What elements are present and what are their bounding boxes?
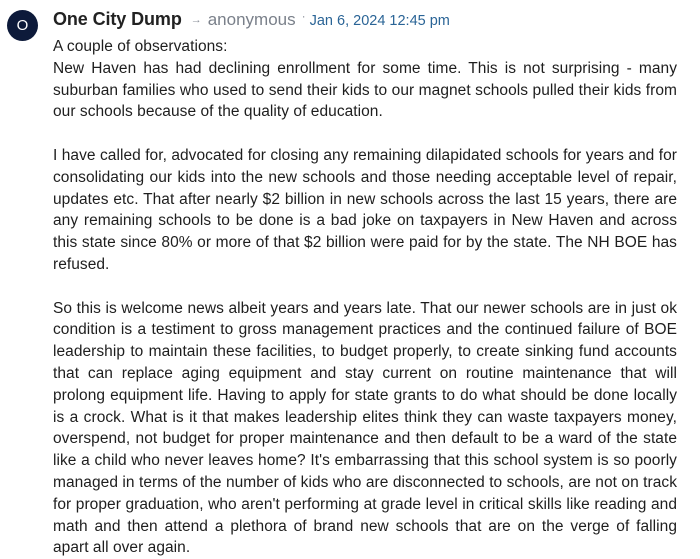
comment-body bbox=[53, 36, 677, 559]
arrow-right-icon: → bbox=[190, 14, 202, 26]
author-name[interactable]: One City Dump bbox=[53, 9, 182, 29]
avatar[interactable] bbox=[7, 10, 38, 41]
comment-header bbox=[53, 9, 450, 33]
comment-timestamp-link[interactable]: Jan 6, 2024 12:45 pm bbox=[309, 13, 450, 29]
comment-paragraph: New Haven has had declining enrollment for some time. This is not surprising - many suburban families who used to send their kids to our magnet schools pulled their kids from our schools because of the quality of education. bbox=[53, 59, 677, 121]
separator-dot: · bbox=[301, 9, 306, 23]
comment-paragraph: I have called for, advocated for closing any remaining dilapidated schools for years and for consolidating our kids into the new schools and those needing acceptable level of repair, updates etc. That after nearly $2 billion in new schools across the last 15 years, there are any remaining schools to be done is a bad joke on taxpayers in New Haven and across this state since 80% or more of that $2 billion were paid for by the state. The NH BOE has refused. bbox=[53, 146, 677, 273]
reply-to-name[interactable]: anonymous bbox=[207, 10, 296, 29]
avatar-letter: O bbox=[16, 17, 29, 34]
comment-paragraph-intro: A couple of observations: bbox=[53, 38, 228, 55]
comment-paragraph: So this is welcome news albeit years and years late. That our newer schools are in just ok condition is a testiment to gross management practices and the continued failure of BOE leadership to maintain these facilities, to budget properly, to create sinking fund accounts that can replace aging equipment and stay current on routine maintenance that will prolong equipment life. Having to apply for state grants to do what should be done locally is a crock. What is it that makes leadership elites think they can waste taxpayers money, overspend, not budget for proper maintenance and then default to be a ward of the state like a child who never leaves home? It's embarrassing that this school system is so poorly managed in terms of the number of kids who are disconnected to schools, are not on track for proper graduation, who aren't performing at grade level in critical skills like reading and math and then attend a plethora of brand new schools that are on the verge of falling apart all over again. bbox=[53, 299, 677, 557]
